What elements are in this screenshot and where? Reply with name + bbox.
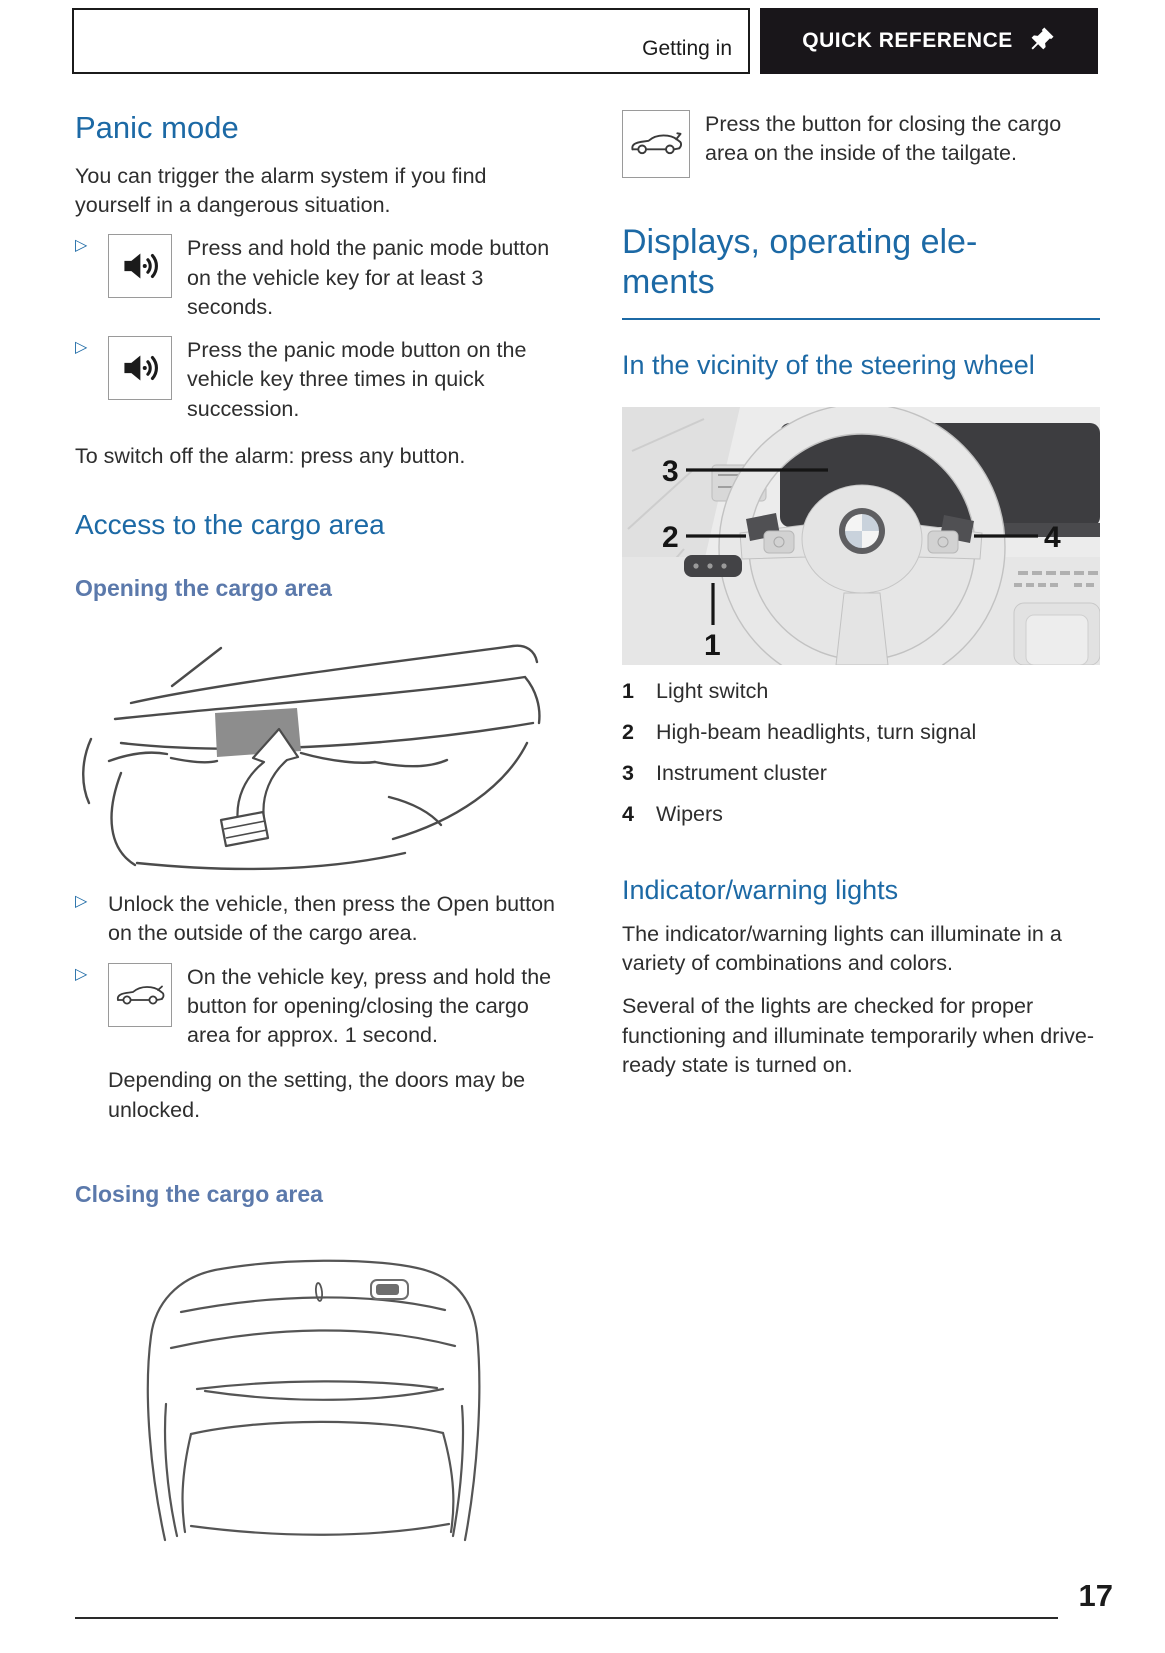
legend-row-1: [622, 678, 1100, 706]
access-cargo-title: Access to the cargo area: [75, 509, 385, 541]
legend-num: 2: [622, 720, 634, 745]
footer-rule: [75, 1617, 1058, 1619]
triangle-right-icon: ▷: [75, 237, 88, 255]
indicator-p1: The indicator/warning lights can illuminate in a variety of combinations and colors.: [622, 921, 1062, 976]
header-quick-reference-tab: [760, 8, 1098, 74]
triangle-right-icon: ▷: [75, 339, 88, 357]
legend-num: 1: [622, 679, 634, 704]
legend-num: 4: [622, 802, 634, 827]
right-column: [622, 110, 1100, 1080]
open-bullet-2: [75, 963, 562, 1051]
page-number: 17: [1078, 1578, 1113, 1613]
header-section-label: Getting in: [642, 37, 732, 60]
displays-title: [622, 222, 1100, 302]
displays-title-line1: Displays, operating ele-: [622, 223, 978, 261]
legend-num: 3: [622, 761, 634, 786]
header-section-box: [72, 8, 750, 74]
legend-row-4: [622, 801, 1100, 829]
panic-bullet-1-text: Press and hold the panic mode button on the vehicle key for at least 3 seconds.: [187, 236, 550, 319]
tailgate-close-note: [622, 110, 1100, 178]
panic-outro-text: To switch off the alarm: press any button.: [75, 443, 466, 468]
panic-intro-text: You can trigger the alarm system if you find yourself in a dangerous situation.: [75, 164, 487, 218]
open-note-text: Depending on the setting, the doors may be unlocked.: [108, 1068, 526, 1122]
panic-mode-title: Panic mode: [75, 110, 239, 145]
triangle-right-icon: ▷: [75, 965, 88, 983]
displays-title-line2: ments: [622, 263, 715, 302]
speaker-icon: [108, 234, 172, 298]
cargo-close-illustration: [121, 1236, 506, 1544]
cargo-open-illustration: [75, 610, 545, 872]
legend-row-2: [622, 719, 1100, 747]
opening-cargo-title: Opening the cargo area: [75, 575, 332, 602]
pushpin-icon: [1029, 25, 1056, 57]
closing-cargo-title: Closing the cargo area: [75, 1180, 323, 1207]
open-bullet-2-text: On the vehicle key, press and hold the button for opening/closing the cargo area for approx. 1 second.: [187, 964, 552, 1048]
legend-label: Wipers: [656, 802, 723, 827]
panic-bullet-1: [75, 234, 562, 322]
speaker-icon: [108, 336, 172, 400]
legend-label: High-beam headlights, turn signal: [656, 720, 977, 745]
left-column: [75, 110, 562, 1544]
car-tailgate-icon: [622, 110, 690, 178]
vicinity-title: In the vicinity of the steering wheel: [622, 350, 1035, 381]
panic-bullet-2-text: Press the panic mode button on the vehicle key three times in quick succession.: [187, 338, 527, 421]
legend-row-3: [622, 760, 1100, 788]
open-bullet-1: [75, 890, 562, 948]
quick-reference-label: QUICK REFERENCE: [802, 29, 1013, 52]
photo-callout-3: 3: [662, 455, 679, 489]
callout-legend: [622, 678, 1100, 829]
panic-bullet-2: [75, 336, 562, 424]
car-key-icon: [108, 963, 172, 1027]
photo-callout-4: 4: [1044, 521, 1061, 555]
photo-callout-1: 1: [704, 629, 721, 663]
indicator-p2: Several of the lights are checked for proper functioning and illuminate temporarily when drive-ready state is turned on.: [622, 994, 1095, 1077]
triangle-right-icon: ▷: [75, 893, 88, 911]
open-bullet-1-text: Unlock the vehicle, then press the Open button on the outside of the cargo area.: [108, 892, 555, 946]
tailgate-close-note-text: Press the button for closing the cargo area on the inside of the tailgate.: [705, 112, 1062, 166]
photo-callout-2: 2: [662, 521, 679, 555]
legend-label: Instrument cluster: [656, 761, 827, 786]
steering-wheel-photo: [622, 407, 1100, 665]
legend-label: Light switch: [656, 679, 769, 704]
indicator-title: Indicator/warning lights: [622, 874, 899, 905]
section-divider: [622, 318, 1100, 320]
